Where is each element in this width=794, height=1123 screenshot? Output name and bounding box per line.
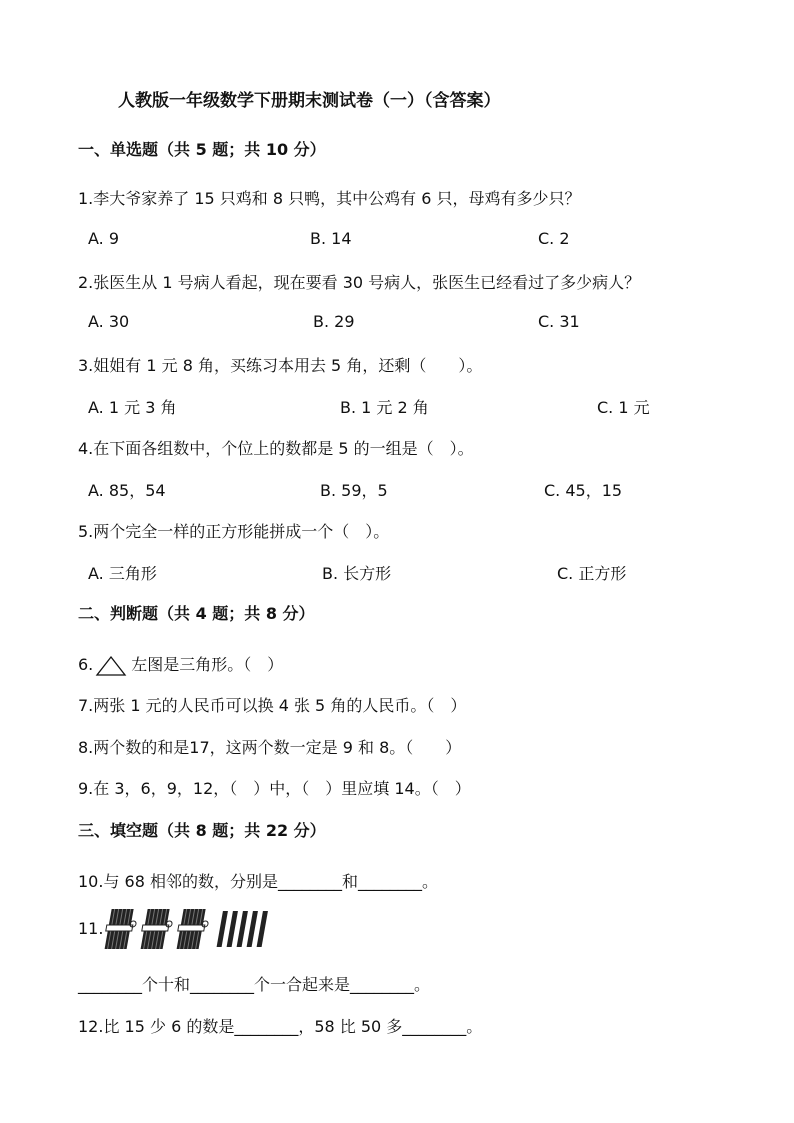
page-title: 人教版一年级数学下册期末测试卷（一）（含答案）	[118, 91, 501, 111]
section-heading-single-choice: 一、单选题（共 5 题；共 10 分）	[78, 140, 326, 159]
question-3-option-a: A. 1 元 3 角	[88, 398, 177, 417]
triangle-icon	[95, 655, 127, 677]
question-6	[78, 652, 283, 677]
question-7: 7.两张 1 元的人民币可以换 4 张 5 角的人民币。（ ）	[78, 696, 467, 715]
question-8: 8.两个数的和是17，这两个数一定是 9 和 8。（ ）	[78, 738, 462, 757]
question-4-option-c: C. 45，15	[544, 481, 623, 500]
question-1-option-a: A. 9	[88, 229, 120, 248]
question-2-option-c: C. 31	[538, 312, 580, 331]
question-5-option-c: C. 正方形	[557, 564, 627, 583]
question-3: 3.姐姐有 1 元 8 角，买练习本用去 5 角，还剩（ ）。	[78, 356, 483, 375]
stick-bundles-image	[104, 905, 276, 951]
single-sticks-icon	[217, 911, 268, 947]
question-4: 4.在下面各组数中，个位上的数都是 5 的一组是（ ）。	[78, 439, 474, 458]
question-3-option-c: C. 1 元	[597, 398, 650, 417]
question-12: 12.比 15 少 6 的数是________，58 比 50 多________。	[78, 1017, 483, 1036]
question-4-option-a: A. 85，54	[88, 481, 166, 500]
section-heading-true-false: 二、判断题（共 4 题；共 8 分）	[78, 604, 315, 623]
question-10: 10.与 68 相邻的数，分别是________和________。	[78, 872, 438, 891]
question-5-option-b: B. 长方形	[322, 564, 392, 583]
question-9: 9.在 3，6，9，12，（ ）中，（ ）里应填 14。（ ）	[78, 779, 471, 798]
question-1-option-b: B. 14	[310, 229, 352, 248]
question-2-option-b: B. 29	[313, 312, 355, 331]
question-2-option-a: A. 30	[88, 312, 130, 331]
question-6-text: 左图是三角形。（ ）	[131, 655, 284, 674]
question-1: 1.李大爷家养了 15 只鸡和 8 只鸭，其中公鸡有 6 只，母鸡有多少只？	[78, 189, 581, 208]
question-5-option-a: A. 三角形	[88, 564, 157, 583]
question-6-number: 6.	[78, 655, 94, 674]
question-1-option-c: C. 2	[538, 229, 570, 248]
question-2: 2.张医生从 1 号病人看起，现在要看 30 号病人，张医生已经看过了多少病人？	[78, 273, 641, 292]
question-5: 5.两个完全一样的正方形能拼成一个（ ）。	[78, 522, 390, 541]
bundle-of-ten-icon	[175, 909, 211, 949]
bundle-of-ten-icon	[139, 909, 175, 949]
question-4-option-b: B. 59，5	[320, 481, 388, 500]
question-11: ________个十和________个一合起来是________。	[78, 975, 431, 994]
bundle-of-ten-icon	[104, 909, 139, 949]
section-heading-fill-in: 三、填空题（共 8 题；共 22 分）	[78, 821, 326, 840]
question-11-number: 11.	[78, 919, 104, 938]
question-3-option-b: B. 1 元 2 角	[340, 398, 429, 417]
